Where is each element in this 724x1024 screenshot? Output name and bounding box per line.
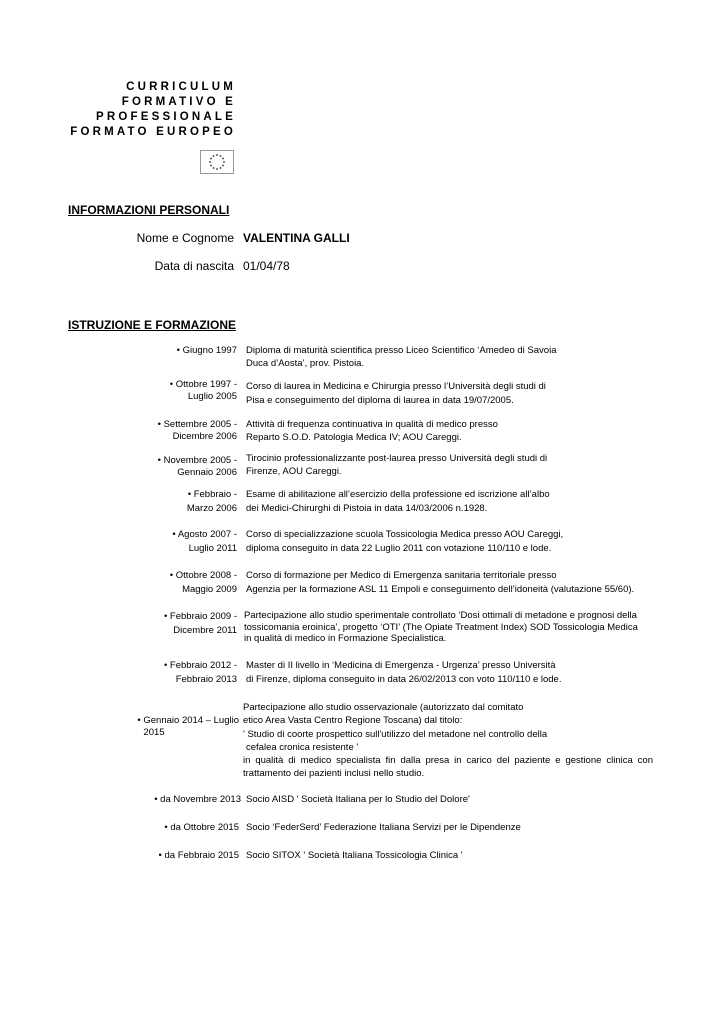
entry-date-line: • da Ottobre 2015 [164, 822, 239, 833]
entry-desc-line: Socio SITOX ' Società Italiana Tossicologia Clinica ' [246, 850, 463, 861]
entry-date-line: • Giugno 1997 [176, 345, 237, 356]
entry-desc-line: Socio ‘FederSerd’ Federazione Italiana Servizi per le Dipendenze [246, 822, 521, 833]
entry-desc-line: Pisa e conseguimento del diploma di laurea in data 19/07/2005. [246, 395, 514, 406]
entry-date-line: • Settembre 2005 - [157, 419, 237, 430]
entry-description [246, 380, 546, 408]
entry-date-line: • Febbraio - [187, 489, 237, 500]
entry-desc-line: Master di II livello in ‘Medicina di Emergenza - Urgenza’ presso Università [246, 660, 556, 671]
entry-desc-line: Esame di abilitazione all’esercizio della professione ed iscrizione all’albo [246, 489, 550, 500]
birth-value: 01/04/78 [243, 259, 290, 273]
entry-date-line: • Febbraio 2012 - [163, 660, 237, 671]
entry-desc-line: Corso di laurea in Medicina e Chirurgia presso l’Università degli studi di [246, 381, 546, 392]
entry-date [177, 345, 237, 357]
entry-date-line: 2015 [143, 727, 165, 738]
entry-description [246, 453, 547, 478]
entry-date [158, 419, 237, 443]
entry-date-line: • Novembre 2005 - [157, 455, 237, 466]
entry-date [154, 794, 241, 806]
section-title-personal: INFORMAZIONI PERSONALI [68, 203, 230, 217]
cv-title-line: PROFESSIONALE [95, 111, 236, 123]
entry-description [246, 794, 470, 807]
entry-desc-line: Duca d’Aosta’, prov. Pistoia. [246, 357, 365, 369]
entry-description [244, 610, 638, 645]
entry-desc-line: cefalea cronica resistente ' [246, 741, 359, 753]
cv-title-line: FORMATIVO E [121, 96, 236, 108]
entry-date [172, 528, 237, 556]
cv-title-line: CURRICULUM [126, 81, 236, 93]
entry-date [158, 455, 237, 479]
entry-desc-line: in qualità di medico specialista fin dalla presa in carico del paziente e gestione clinica con trattamento dei pazienti inclusi nello studio. [243, 755, 653, 780]
entry-date [170, 569, 237, 597]
entry-date-line: • Ottobre 1997 - [169, 379, 237, 390]
birth-label: Data di nascita [154, 259, 234, 273]
entry-description [243, 701, 653, 781]
entry-date-line: • da Novembre 2013 [154, 794, 241, 805]
entry-date [170, 379, 237, 403]
entry-description [246, 488, 550, 516]
entry-desc-line: Attività di frequenza continuativa in qualità di medico presso [246, 419, 498, 430]
entry-date-line: Marzo 2006 [186, 503, 237, 514]
entry-desc-line: Firenze, AOU Careggi. [246, 465, 342, 477]
entry-date-line: • da Febbraio 2015 [158, 850, 239, 861]
name-value: VALENTINA GALLI [243, 231, 350, 245]
entry-description [246, 822, 521, 835]
entry-date-line: Maggio 2009 [182, 584, 237, 595]
entry-date [164, 610, 237, 638]
cv-title [60, 80, 236, 140]
entry-desc-line: in qualità di medico in Formazione Specialistica. [244, 633, 447, 644]
entry-description [246, 569, 634, 597]
entry-date-line: • Febbraio 2009 - [163, 611, 237, 622]
entry-date [164, 659, 237, 687]
entry-desc-line: Partecipazione allo studio osservazionale (autorizzato dal comitato [243, 702, 524, 713]
name-label: Nome e Cognome [136, 231, 234, 245]
entry-description [246, 850, 463, 863]
entry-date-line: • Ottobre 2008 - [169, 570, 237, 581]
eu-flag-icon [200, 150, 234, 174]
entry-desc-line: di Firenze, diploma conseguito in data 26/02/2013 con voto 110/110 e lode. [246, 674, 562, 685]
entry-desc-line: etico Area Vasta Centro Regione Toscana) dal titolo: [243, 715, 463, 727]
entry-description [246, 528, 563, 556]
entry-desc-line: ' Studio di coorte prospettico sull'utilizzo del metadone nel controllo della [243, 728, 548, 740]
entry-date-line: Dicembre 2006 [172, 431, 237, 442]
entry-desc-line: dei Medici-Chirurghi di Pistoia in data 14/03/2006 n.1928. [246, 503, 488, 514]
entry-date [159, 850, 239, 862]
entry-description [246, 345, 556, 370]
entry-desc-line: Reparto S.O.D. Patologia Medica IV; AOU Careggi. [246, 431, 462, 443]
entry-desc-line: Diploma di maturità scientifica presso Liceo Scientifico ‘Amedeo di Savoia [246, 345, 557, 356]
entry-desc-line: Corso di specializzazione scuola Tossicologia Medica presso AOU Careggi, [246, 529, 564, 540]
entry-date [137, 715, 239, 739]
entry-description [246, 419, 498, 444]
entry-date-line: • Agosto 2007 - [172, 529, 237, 540]
entry-desc-line: Agenzia per la formazione ASL 11 Empoli e conseguimento dell’idoneità (valutazione 55/60). [246, 584, 635, 595]
entry-desc-line: Partecipazione allo studio sperimentale controllato ‘Dosi ottimali di metadone e prognosi della [244, 610, 637, 621]
entry-date [164, 822, 239, 834]
entry-date-line: Luglio 2011 [188, 543, 237, 554]
entry-desc-line: Socio AISD ' Società Italiana per lo Studio del Dolore' [246, 794, 470, 805]
entry-desc-line: diploma conseguito in data 22 Luglio 2011 con votazione 110/110 e lode. [246, 543, 552, 554]
entry-date-line: Febbraio 2013 [175, 674, 237, 685]
entry-date-line: Gennaio 2006 [177, 467, 237, 478]
entry-description [246, 659, 561, 687]
entry-date [187, 488, 237, 516]
cv-title-line: FORMATO EUROPEO [70, 126, 236, 138]
entry-desc-line: tossicomania eroinica’, progetto ‘OTI’ (The Opiate Treatment Index) SOD Tossicologia Medica [244, 621, 638, 633]
entry-desc-line: Tirocinio professionalizzante post-laurea presso Università degli studi di [246, 453, 548, 464]
entry-date-line: • Gennaio 2014 – Luglio [137, 715, 239, 726]
entry-date-line: Luglio 2005 [187, 391, 237, 402]
section-title-education: ISTRUZIONE E FORMAZIONE [68, 318, 236, 332]
entry-date-line: Dicembre 2011 [173, 625, 237, 636]
entry-desc-line: Corso di formazione per Medico di Emergenza sanitaria territoriale presso [246, 570, 557, 581]
